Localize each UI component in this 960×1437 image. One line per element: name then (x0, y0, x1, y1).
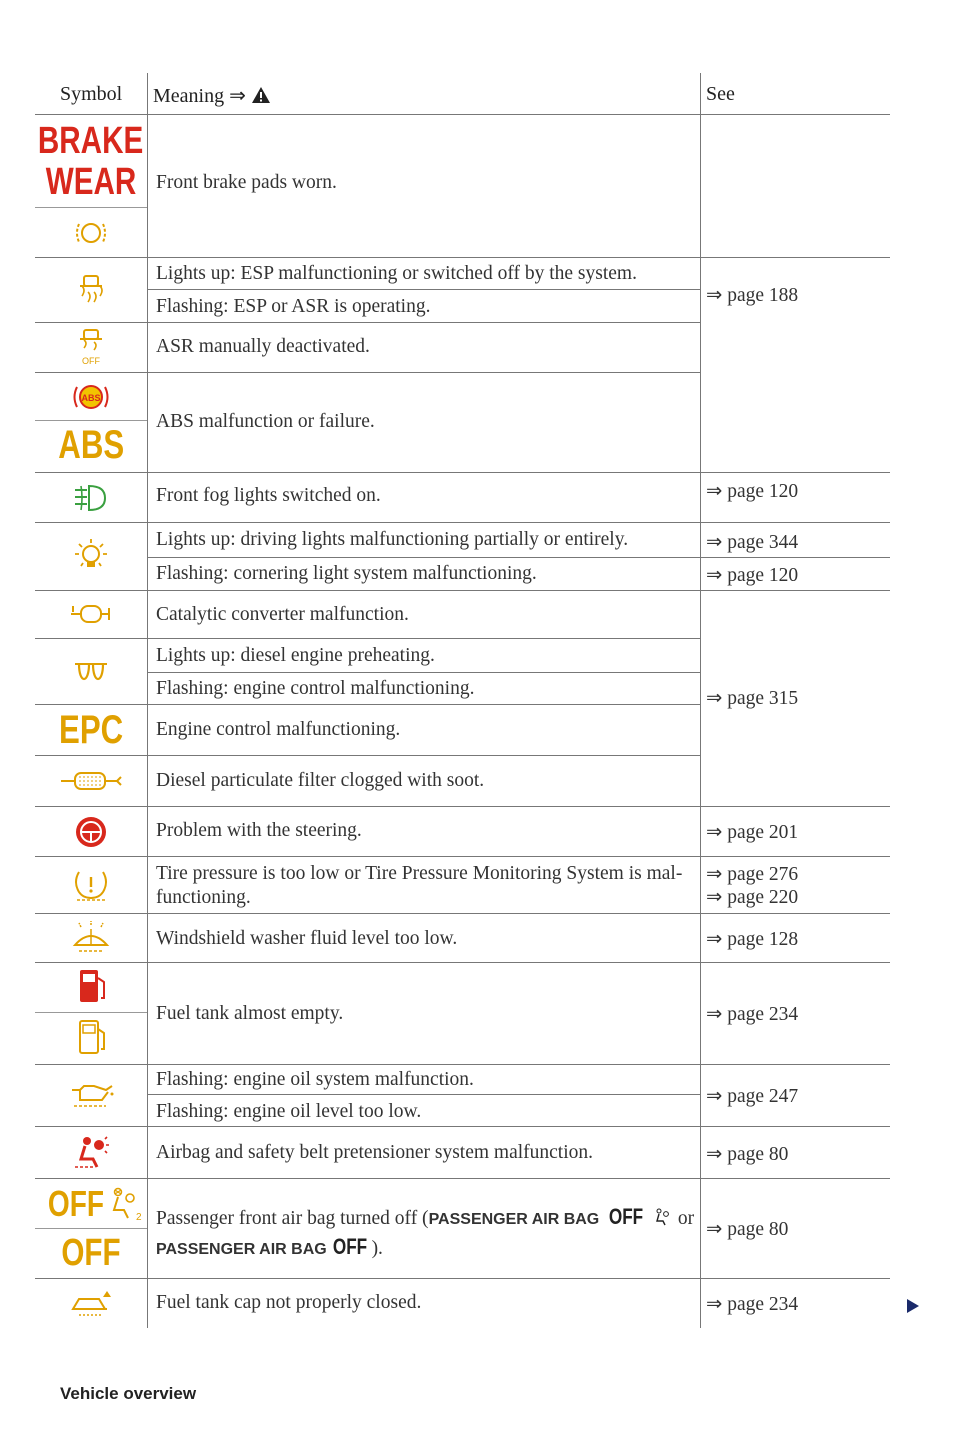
row-rule (148, 557, 890, 558)
page-ref-link[interactable]: ⇒ page 120 (706, 565, 799, 586)
epc-symbol (35, 706, 147, 754)
meaning-off: OFF (332, 1234, 367, 1259)
page-ref-link[interactable]: ⇒ page 220 (706, 887, 799, 908)
row-rule (148, 672, 700, 673)
meaning-text: ASR manually deactivated. (156, 336, 370, 357)
meaning-part: or (677, 1208, 695, 1229)
header-rule (35, 114, 890, 115)
airbag-small-icon (653, 1208, 673, 1226)
esp-icon (35, 259, 147, 321)
header-see: See (706, 83, 735, 105)
fog-light-icon (35, 475, 147, 521)
symbol-rule (35, 1012, 147, 1013)
continue-arrow-icon[interactable] (906, 1298, 920, 1314)
symbol-rule (35, 207, 147, 208)
footer-section-title: Vehicle overview (60, 1384, 197, 1403)
row-rule (35, 372, 700, 373)
passenger-airbag-off-symbol (35, 1180, 147, 1228)
row-rule (35, 472, 890, 473)
brake-pad-icon (35, 210, 147, 256)
abs-circle-icon (35, 374, 147, 420)
page-ref-link[interactable]: ⇒ page 247 (706, 1086, 799, 1107)
column-divider-meaning (147, 73, 148, 1328)
row-rule (35, 806, 890, 807)
brake-text: BRAKE (38, 119, 144, 162)
page-ref-link[interactable]: ⇒ page 188 (706, 285, 799, 306)
row-rule (35, 257, 890, 258)
meaning-text: Flashing: engine oil level too low. (156, 1101, 422, 1122)
page-ref-link[interactable]: ⇒ page 344 (706, 532, 799, 553)
meaning-text: ABS malfunction or failure. (156, 411, 375, 432)
warning-triangle-icon (251, 86, 271, 104)
meaning-text-cont: functioning. (156, 887, 251, 908)
row-rule (35, 590, 890, 591)
svg-text:ABS: ABS (81, 393, 101, 403)
abs-text-symbol (35, 420, 147, 470)
page-ref-link[interactable]: ⇒ page 80 (706, 1219, 789, 1240)
meaning-text: Flashing: engine oil system malfunction. (156, 1069, 474, 1090)
oil-can-icon (35, 1066, 147, 1124)
meaning-text: Lights up: driving lights malfunctioning partially or entirely. (156, 529, 629, 550)
glow-plug-icon (35, 640, 147, 704)
washer-fluid-icon (35, 915, 147, 961)
row-rule (35, 755, 700, 756)
steering-icon (35, 808, 147, 856)
meaning-off: OFF (608, 1204, 644, 1229)
fuel-cap-icon (35, 1280, 147, 1326)
meaning-part: ). (371, 1238, 383, 1259)
particulate-filter-icon (35, 757, 147, 805)
meaning-part-bold: PASSENGER AIR BAG (428, 1211, 600, 1228)
tire-pressure-icon (35, 858, 147, 912)
meaning-text: Flashing: engine control malfunctioning. (156, 678, 475, 699)
meaning-text: Lights up: ESP malfunctioning or switched off by the system. (156, 263, 637, 284)
airbag-icon (35, 1128, 147, 1176)
meaning-text: Engine control malfunctioning. (156, 719, 401, 740)
meaning-text: Problem with the steering. (156, 820, 362, 841)
meaning-part: Passenger front air bag turned off ( (156, 1208, 429, 1229)
row-rule (35, 704, 700, 705)
airbag-off-symbol (35, 1230, 147, 1276)
abs-text: ABS (58, 422, 124, 467)
meaning-text: Fuel tank almost empty. (156, 1003, 344, 1024)
row-rule (148, 1094, 700, 1095)
page-ref-link[interactable]: ⇒ page 315 (706, 688, 799, 709)
page-ref-link[interactable]: ⇒ page 234 (706, 1294, 799, 1315)
row-rule (35, 1064, 890, 1065)
meaning-text: Catalytic converter malfunction. (156, 604, 409, 625)
row-rule (35, 962, 890, 963)
meaning-text: Tire pressure is too low or Tire Pressure Monitoring System is mal- (156, 863, 683, 884)
page-ref-link[interactable]: ⇒ page 80 (706, 1144, 789, 1165)
wear-text: WEAR (45, 160, 137, 203)
fuel-red-icon (35, 964, 147, 1010)
meaning-text: Windshield washer fluid level too low. (156, 928, 458, 949)
page-ref-link[interactable]: ⇒ page 128 (706, 929, 799, 950)
page-ref-link[interactable]: ⇒ page 276 (706, 864, 799, 885)
row-rule (148, 289, 700, 290)
header-symbol: Symbol (60, 83, 123, 105)
meaning-text: Airbag and safety belt pretensioner system malfunction. (156, 1142, 593, 1163)
wear-symbol (35, 158, 147, 206)
meaning-text: Lights up: diesel engine preheating. (156, 645, 435, 666)
header-meaning (153, 83, 271, 108)
row-rule (35, 856, 890, 857)
page-ref-link[interactable]: ⇒ page 120 (706, 481, 799, 502)
row-rule (35, 1278, 890, 1279)
asr-off-icon (35, 324, 147, 372)
meaning-text: Front fog lights switched on. (156, 485, 381, 506)
light-bulb-icon (35, 524, 147, 588)
epc-text: EPC (58, 707, 124, 752)
header-meaning-label: Meaning (153, 85, 225, 107)
fuel-yellow-icon (35, 1014, 147, 1062)
row-rule (35, 913, 890, 914)
meaning-text: Flashing: cornering light system malfunctioning. (156, 563, 537, 584)
catalytic-converter-icon (35, 592, 147, 638)
column-divider-see (700, 73, 701, 1328)
symbol-rule (35, 1228, 147, 1229)
meaning-part-bold: PASSENGER AIR BAG (156, 1241, 327, 1258)
meaning-text: Flashing: ESP or ASR is operating. (156, 296, 431, 317)
page-ref-link[interactable]: ⇒ page 201 (706, 822, 799, 843)
svg-text:2: 2 (135, 1212, 142, 1222)
row-rule (35, 1126, 890, 1127)
meaning-text (156, 1233, 383, 1261)
off-text: OFF (47, 1183, 105, 1224)
row-rule (35, 322, 700, 323)
meaning-text: Diesel particulate filter clogged with soot. (156, 770, 485, 791)
row-rule (35, 638, 700, 639)
page-ref-link[interactable]: ⇒ page 234 (706, 1004, 799, 1025)
row-rule (35, 1178, 890, 1179)
row-rule (35, 522, 890, 523)
meaning-text: Fuel tank cap not properly closed. (156, 1292, 422, 1313)
asr-off-label: OFF (82, 356, 100, 366)
header-meaning-arrow: ⇒ (229, 85, 246, 107)
meaning-text (156, 1203, 694, 1231)
off2-text: OFF (61, 1231, 121, 1274)
meaning-text: Front brake pads worn. (156, 172, 337, 193)
